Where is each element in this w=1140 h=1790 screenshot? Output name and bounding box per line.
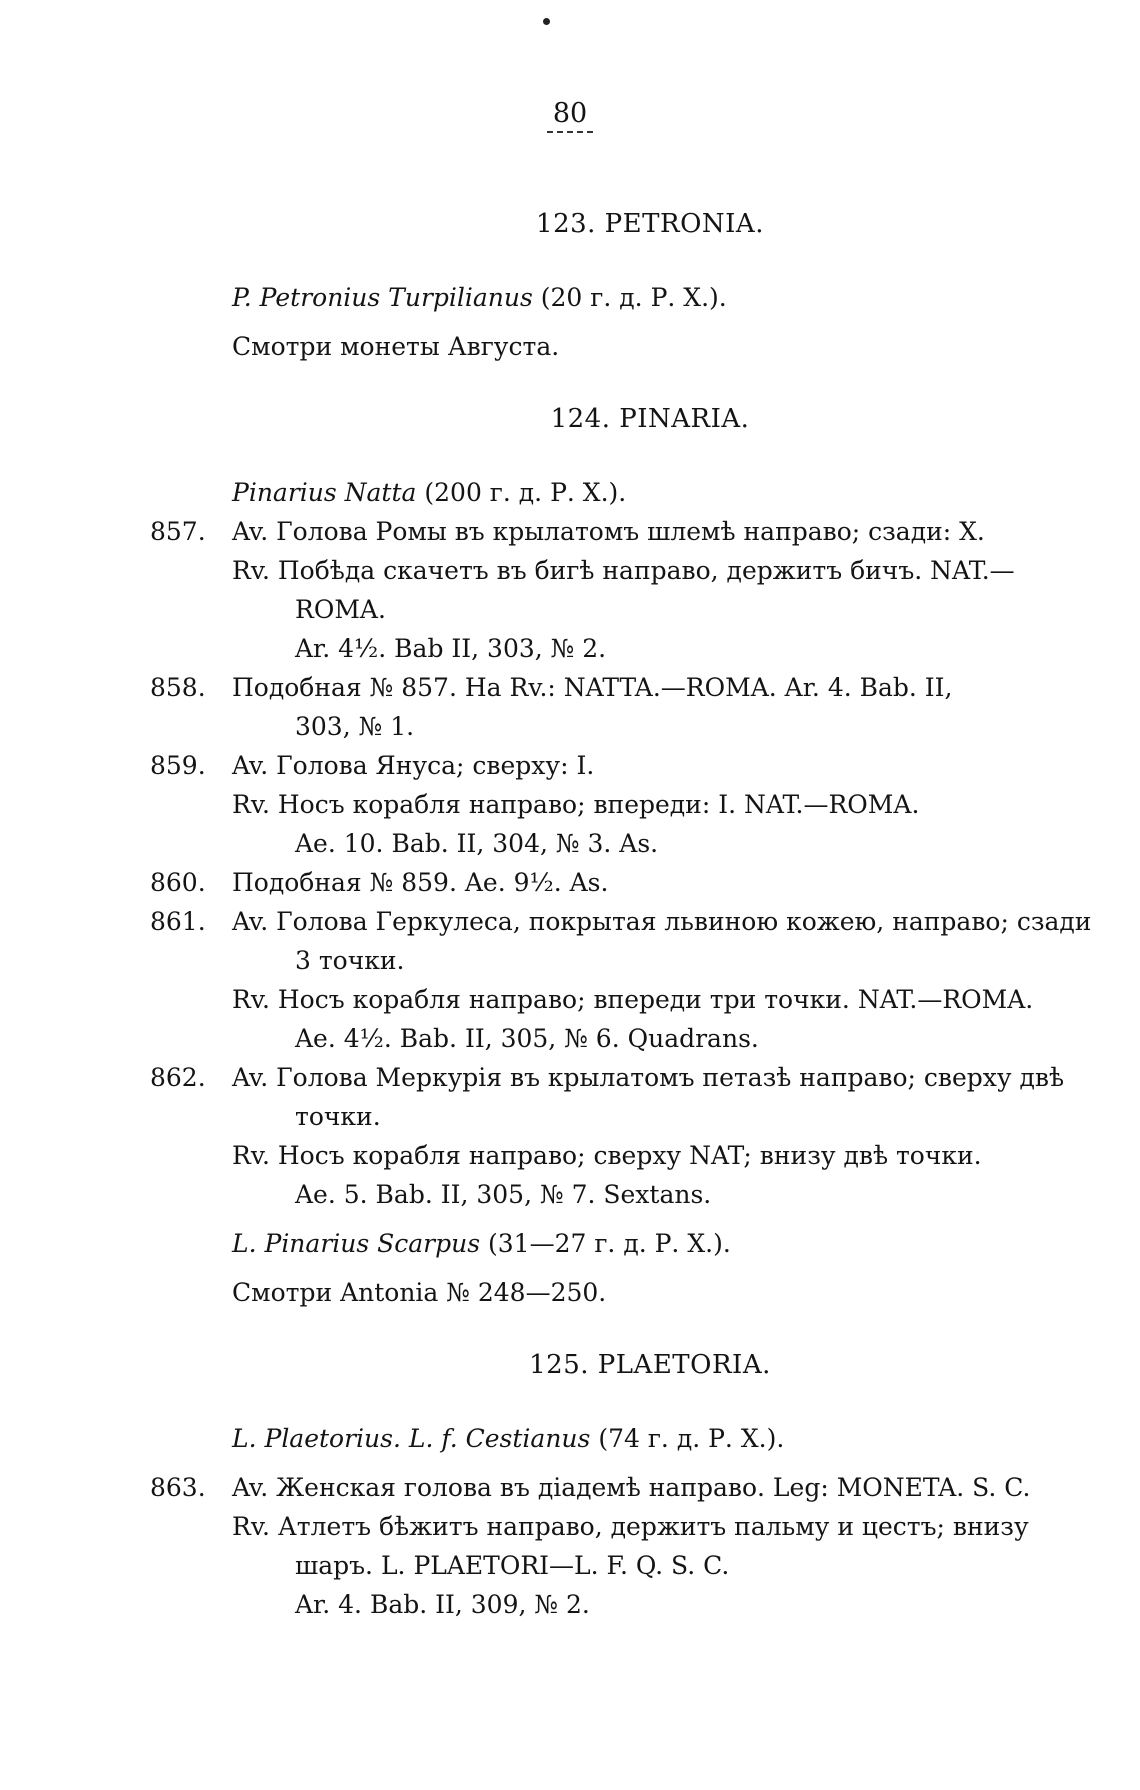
coin-reference: Ae. 10. Bab. II, 304, № 3. As.: [295, 829, 659, 858]
entry-number: 862.: [150, 1063, 206, 1092]
obverse-description: Av. Голова Януса; сверху: I.: [232, 751, 595, 780]
obverse-description-cont: 3 точки.: [295, 946, 405, 975]
moneyer-name: P. Petronius Turpilianus: [232, 283, 533, 312]
obverse-description: Av. Голова Ромы въ крылатомъ шлемѣ направо; сзади: X.: [232, 517, 985, 546]
entry-text: Подобная № 859. Ae. 9½. As.: [232, 868, 609, 897]
entry-number: 861.: [150, 907, 206, 936]
reverse-description: Rv. Побѣда скачетъ въ бигѣ направо, держитъ бичъ. NAT.—: [232, 556, 1015, 585]
note-pinaria: Смотри Antonia № 248—250.: [232, 1278, 607, 1307]
coin-entry-859: [150, 746, 1090, 863]
entry-text: Подобная № 857. На Rv.: NATTA.—ROMA. Ar. 4. Bab. II,: [232, 673, 953, 702]
moneyer-date: (31—27 г. д. Р. Х.).: [480, 1229, 731, 1258]
coin-entry-861: [150, 902, 1090, 1058]
reverse-description: Rv. Носъ корабля направо; впереди три точки. NAT.—ROMA.: [232, 985, 1034, 1014]
coin-entry-857: [150, 512, 1090, 668]
entry-number: 859.: [150, 751, 206, 780]
moneyer-name: L. Plaetorius. L. f. Cestianus: [232, 1424, 591, 1453]
obverse-description: Av. Голова Меркурія въ крылатомъ петазѣ направо; сверху двѣ: [232, 1063, 1065, 1092]
section-title-plaetoria: 125. PLAETORIA.: [529, 1350, 771, 1380]
page-number-text: 80: [547, 98, 593, 133]
moneyer-name: Pinarius Natta: [232, 478, 417, 507]
moneyer-pinarius-natta: [150, 473, 1090, 512]
entry-number: 857.: [150, 517, 206, 546]
section-title-petronia: 123. PETRONIA.: [536, 209, 764, 239]
entry-number: 858.: [150, 673, 206, 702]
coin-entry-863: [150, 1468, 1090, 1624]
coin-entry-862: [150, 1058, 1090, 1214]
ink-speck: [543, 18, 550, 25]
coin-reference: Ar. 4. Bab. II, 309, № 2.: [295, 1590, 590, 1619]
page-body: [150, 205, 1090, 1624]
entry-number: 863.: [150, 1473, 206, 1502]
entry-text-cont: 303, № 1.: [295, 712, 415, 741]
coin-reference: Ae. 5. Bab. II, 305, № 7. Sextans.: [295, 1180, 712, 1209]
reverse-description-cont: ROMA.: [295, 595, 386, 624]
page-number: [0, 98, 1140, 133]
moneyer-pinarius-scarpus: [150, 1224, 1090, 1263]
moneyer-date: (74 г. д. Р. Х.).: [590, 1424, 785, 1453]
obverse-description: Av. Голова Геркулеса, покрытая львиною кожею, направо; сзади: [232, 907, 1092, 936]
note-petronia: Смотри монеты Августа.: [232, 332, 560, 361]
moneyer-name: L. Pinarius Scarpus: [232, 1229, 481, 1258]
reverse-description: Rv. Носъ корабля направо; сверху NAT; внизу двѣ точки.: [232, 1141, 982, 1170]
coin-entry-860: [150, 863, 1090, 902]
reverse-description: Rv. Носъ корабля направо; впереди: I. NAT.—ROMA.: [232, 790, 920, 819]
coin-reference: Ae. 4½. Bab. II, 305, № 6. Quadrans.: [295, 1024, 759, 1053]
obverse-description-cont: точки.: [295, 1102, 381, 1131]
moneyer-plaetorius: [150, 1419, 1090, 1458]
coin-reference: Ar. 4½. Bab II, 303, № 2.: [295, 634, 607, 663]
moneyer-date: (200 г. д. Р. Х.).: [416, 478, 627, 507]
reverse-description: Rv. Атлетъ бѣжитъ направо, держитъ пальму и цестъ; внизу: [232, 1512, 1029, 1541]
moneyer-date: (20 г. д. Р. Х.).: [532, 283, 727, 312]
obverse-description: Av. Женская голова въ діадемѣ направо. Leg: MONETA. S. C.: [232, 1473, 1031, 1502]
coin-entry-858: [150, 668, 1090, 746]
reverse-description-cont: шаръ. L. PLAETORI—L. F. Q. S. C.: [295, 1551, 730, 1580]
section-title-pinaria: 124. PINARIA.: [550, 404, 750, 434]
entry-number: 860.: [150, 868, 206, 897]
moneyer-petronius: [150, 278, 1090, 317]
